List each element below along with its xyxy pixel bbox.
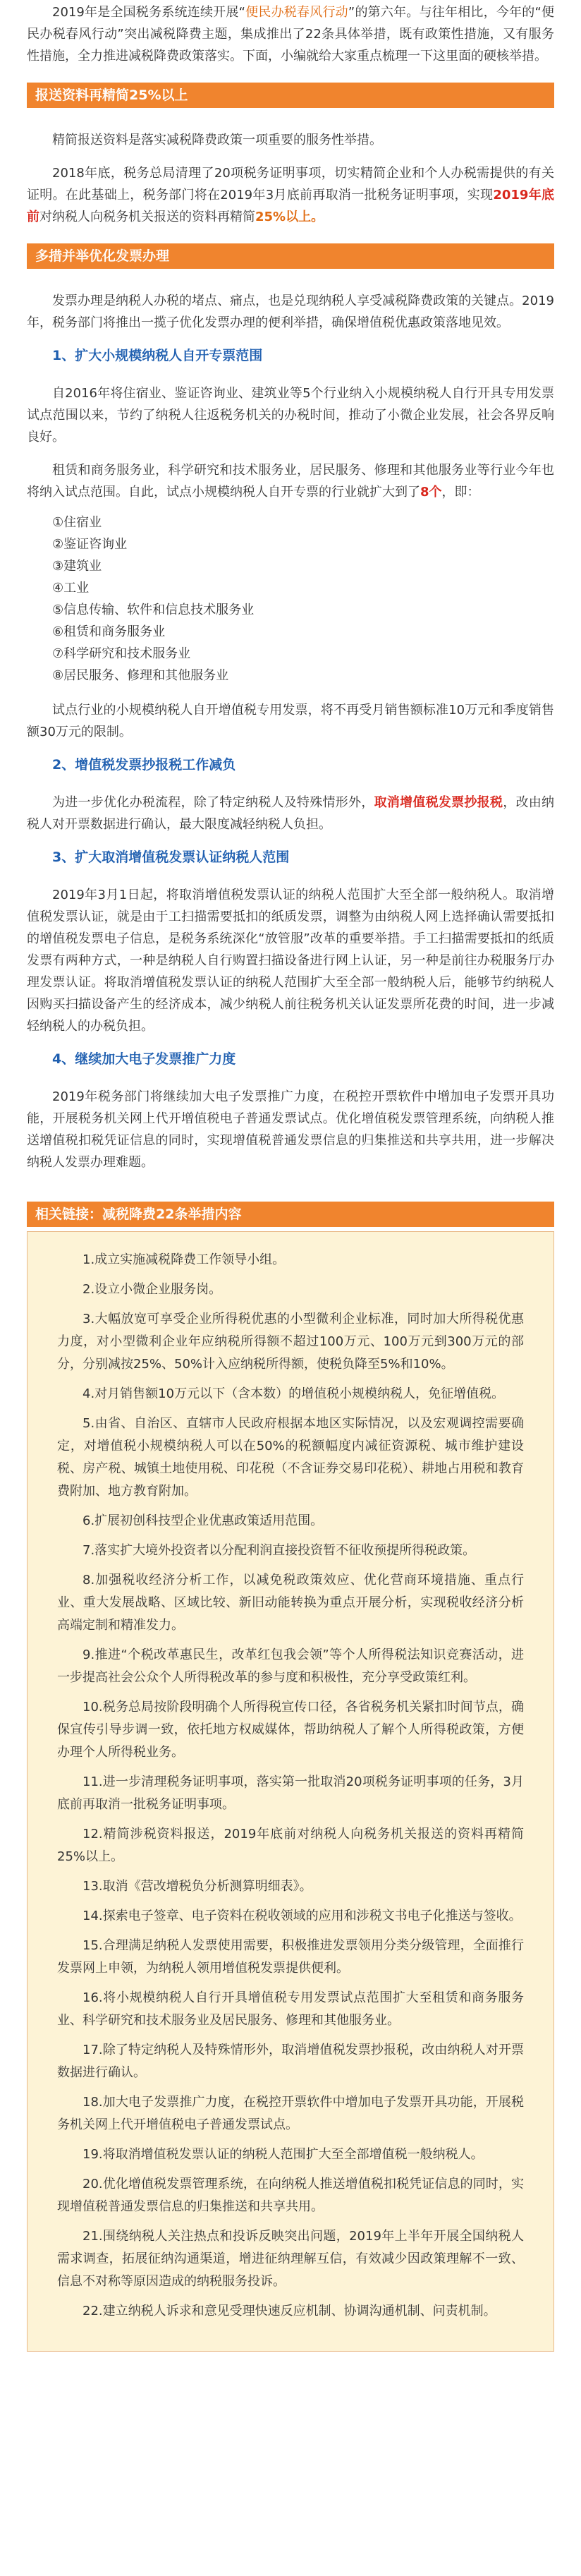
related-links-header: 相关链接：减税降费22条举措内容 (27, 1202, 554, 1227)
measure-item: 1.成立实施减税降费工作领导小组。 (82, 1252, 286, 1267)
sub2-text-b: ，改由纳税人对开票数据进行确认，最大限度减轻纳税人负担。 (27, 795, 555, 832)
industry-count-highlight: 8个 (420, 485, 442, 500)
sub1-text-b: ，即： (441, 485, 480, 500)
sub3-paragraph: 2019年3月1日起，将取消增值税发票认证的纳税人范围扩大至全部一般纳税人。取消增值税发票认证，就是由于工扫描需要抵扣的纸质发票，调整为由纳税人网上选择确认需要抵扣的增值税发票电子信息，是税务系统深化“放管服”改革的重要举措。手工扫描需要抵扣的纸质发票有两种方式，一种是纳税人自行购置扫描设备进行网上认证，另一种是前往办税服务厅办理发票认证。将取消增值税发票认证的纳税人范围扩大至全部一般纳税人后，能够节约纳税人因购买扫描设备产生的经济成本，减少纳税人前往税务机关认证发票所花费的时间，进一步减轻纳税人的办税负担。 (27, 888, 554, 1034)
measure-item: 10.税务总局按阶段明确个人所得税宣传口径，各省税务机关紧扣时间节点，确保宣传引导步调一致，依托地方权威媒体，帮助纳税人了解个人所得税政策，方便办理个人所得税业务。 (57, 1700, 524, 1760)
list-item: ③建筑业 (52, 559, 102, 574)
list-item: ②鉴证咨询业 (52, 537, 128, 552)
list-item: ⑦科学研究和技术服务业 (52, 646, 191, 661)
measure-item: 17.除了特定纳税人及特殊情形外，取消增值税发票抄报税，改由纳税人对开票数据进行确认。 (57, 2043, 524, 2080)
measure-item: 6.扩展初创科技型企业优惠政策适用范围。 (82, 1513, 324, 1528)
measure-item: 15.合理满足纳税人发票使用需要，积极推进发票领用分类分级管理，全面推行发票网上申领，为纳税人领用增值税发票提供便利。 (57, 1938, 524, 1976)
list-item: ⑧居民服务、修理和其他服务业 (52, 668, 229, 683)
measure-item: 13.取消《营改增税负分析测算明细表》。 (82, 1879, 312, 1894)
intro-paragraph (27, 0, 554, 67)
sub4-paragraph: 2019年税务部门将继续加大电子发票推广力度，在税控开票软件中增加电子发票开具功能，开展税务机关网上代开增值税电子普通发票试点。优化增值税发票管理系统，向纳税人推送增值税扣税凭证信息的同时，实现增值税普通发票信息的归集推送和共享共用，进一步解决纳税人发票办理难题。 (27, 1089, 554, 1170)
deadline-highlight: 2019年底前 (27, 188, 554, 224)
measure-item: 7.落实扩大境外投资者以分配利润直接投资暂不征收预提所得税政策。 (82, 1543, 476, 1558)
related-measures-box (27, 1231, 554, 2352)
measure-item: 19.将取消增值税发票认证的纳税人范围扩大至全部增值税一般纳税人。 (82, 2147, 484, 2162)
cancel-copy-tax-highlight: 取消增值税发票抄报税 (374, 795, 503, 810)
sub1-paragraph-1: 自2016年将住宿业、鉴证咨询业、建筑业等5个行业纳入小规模纳税人自行开具专用发票试点范围以来，节约了纳税人往返税务机关的办税时间，推动了小微企业发展，社会各界反响良好。 (27, 386, 554, 445)
list-item: ⑤信息传输、软件和信息技术服务业 (52, 603, 255, 617)
measure-item: 8.加强税收经济分析工作，以减免税政策效应、优化营商环境措施、重点行业、重大发展战略、区域比较、新旧动能转换为重点开展分析，实现税收经济分析高端定制和精准发力。 (57, 1573, 524, 1633)
subheading-copy-tax: 2、增值税发票抄报税工作减负 (52, 757, 236, 773)
list-item: ①住宿业 (52, 515, 102, 530)
sub1-text-a: 租赁和商务服务业，科学研究和技术服务业，居民服务、修理和其他服务业等行业今年也将纳入试点范围。自此，试点小规模纳税人自开专票的行业就扩大到了 (27, 463, 554, 500)
measure-item: 11.进一步清理税务证明事项，落实第一批取消20项税务证明事项的任务，3月底前再取消一批税务证明事项。 (57, 1774, 524, 1812)
measure-item: 14.探索电子签章、电子资料在税收领域的应用和涉税文书电子化推送与签收。 (82, 1909, 522, 1923)
measure-item: 5.由省、自治区、直辖市人民政府根据本地区实际情况，以及宏观调控需要确定，对增值税小规模纳税人可以在50%的税额幅度内减征资源税、城市维护建设税、房产税、城镇土地使用税、印花税（不含证券交易印花税）、耕地占用税和教育费附加、地方教育附加。 (57, 1416, 524, 1499)
measure-item: 20.优化增值税发票管理系统，在向纳税人推送增值税扣税凭证信息的同时，实现增值税普通发票信息的归集推送和共享共用。 (57, 2177, 524, 2214)
sub1-paragraph-2 (27, 459, 554, 503)
list-item: ④工业 (52, 581, 90, 595)
measure-item: 18.加大电子发票推广力度，在税控开票软件中增加电子发票开具功能，开展税务机关网上代开增值税电子普通发票试点。 (57, 2095, 524, 2132)
section-header-simplify: 报送资料再精简25%以上 (27, 83, 554, 108)
sub2-paragraph (27, 792, 554, 835)
section-header-invoice: 多措并举优化发票办理 (27, 243, 554, 269)
measure-item: 2.设立小微企业服务岗。 (82, 1282, 222, 1297)
measure-item: 16.将小规模纳税人自行开具增值税专用发票试点范围扩大至租赁和商务服务业、科学研究和技术服务业及居民服务、修理和其他服务业。 (57, 1990, 524, 2028)
subheading-certification: 3、扩大取消增值税发票认证纳税人范围 (52, 849, 290, 865)
measure-item: 9.推进“个税改革惠民生，改革红包我会领”等个人所得税法知识竞赛活动，进一步提高社会公众个人所得税改革的参与度和积极性，充分享受政策红利。 (57, 1647, 524, 1685)
sub1-paragraph-3: 试点行业的小规模纳税人自开增值税专用发票，将不再受月销售额标准10万元和季度销售额30万元的限制。 (27, 703, 554, 739)
section1-text-a: 2018年底，税务总局清理了20项税务证明事项，切实精简企业和个人办税需提供的有关证明。在此基础上，税务部门将在2019年3月底前再取消一批税务证明事项，实现 (27, 166, 554, 202)
subheading-self-issue: 1、扩大小规模纳税人自开专票范围 (52, 348, 263, 363)
measure-item: 4.对月销售额10万元以下（含本数）的增值税小规模纳税人，免征增值税。 (82, 1386, 505, 1401)
section2-intro: 发票办理是纳税人办税的堵点、痛点，也是兑现纳税人享受减税降费政策的关键点。2019年，税务部门将推出一揽子优化发票办理的便利举措，确保增值税优惠政策落地见效。 (27, 294, 554, 330)
measure-item: 3.大幅放宽可享受企业所得税优惠的小型微利企业标准，同时加大所得税优惠力度，对小型微利企业年应纳税所得额不超过100万元、100万元到300万元的部分，分别减按25%、50%计入应纳税所得额，使税负降至5%和10%。 (57, 1312, 524, 1372)
subheading-e-invoice: 4、继续加大电子发票推广力度 (52, 1051, 236, 1067)
measure-item: 12.精简涉税资料报送，2019年底前对纳税人向税务机关报送的资料再精简25%以上。 (57, 1827, 524, 1864)
intro-text-b: ”的第六年。与往年相比，今年的“便民办税春风行动”突出减税降费主题，集成推出了22条具体举措，既有政策性措施，又有服务性措施，全力推进减税降费政策落实。下面，小编就给大家重点梳理一下这里面的硬核举措。 (27, 5, 555, 64)
measure-item: 22.建立纳税人诉求和意见受理快速反应机制、协调沟通机制、问责机制。 (82, 2304, 496, 2318)
section1-paragraph-2 (27, 162, 554, 228)
section1-text-b: 对纳税人向税务机关报送的资料再精简 (39, 210, 255, 224)
campaign-link[interactable]: 便民办税春风行动 (245, 5, 348, 20)
list-item: ⑥租赁和商务服务业 (52, 624, 166, 639)
reduction-highlight: 25%以上。 (255, 210, 324, 224)
industry-list (52, 512, 554, 687)
measure-item: 21.围绕纳税人关注热点和投诉反映突出问题，2019年上半年开展全国纳税人需求调查，拓展征纳沟通渠道，增进征纳理解互信，有效减少因政策理解不一致、信息不对称等原因造成的纳税服务投诉。 (57, 2229, 524, 2289)
intro-text-a: 2019年是全国税务系统连续开展“ (52, 5, 245, 20)
sub2-text-a: 为进一步优化办税流程，除了特定纳税人及特殊情形外， (52, 795, 374, 810)
section1-paragraph-1: 精简报送资料是落实减税降费政策一项重要的服务性举措。 (52, 133, 382, 147)
